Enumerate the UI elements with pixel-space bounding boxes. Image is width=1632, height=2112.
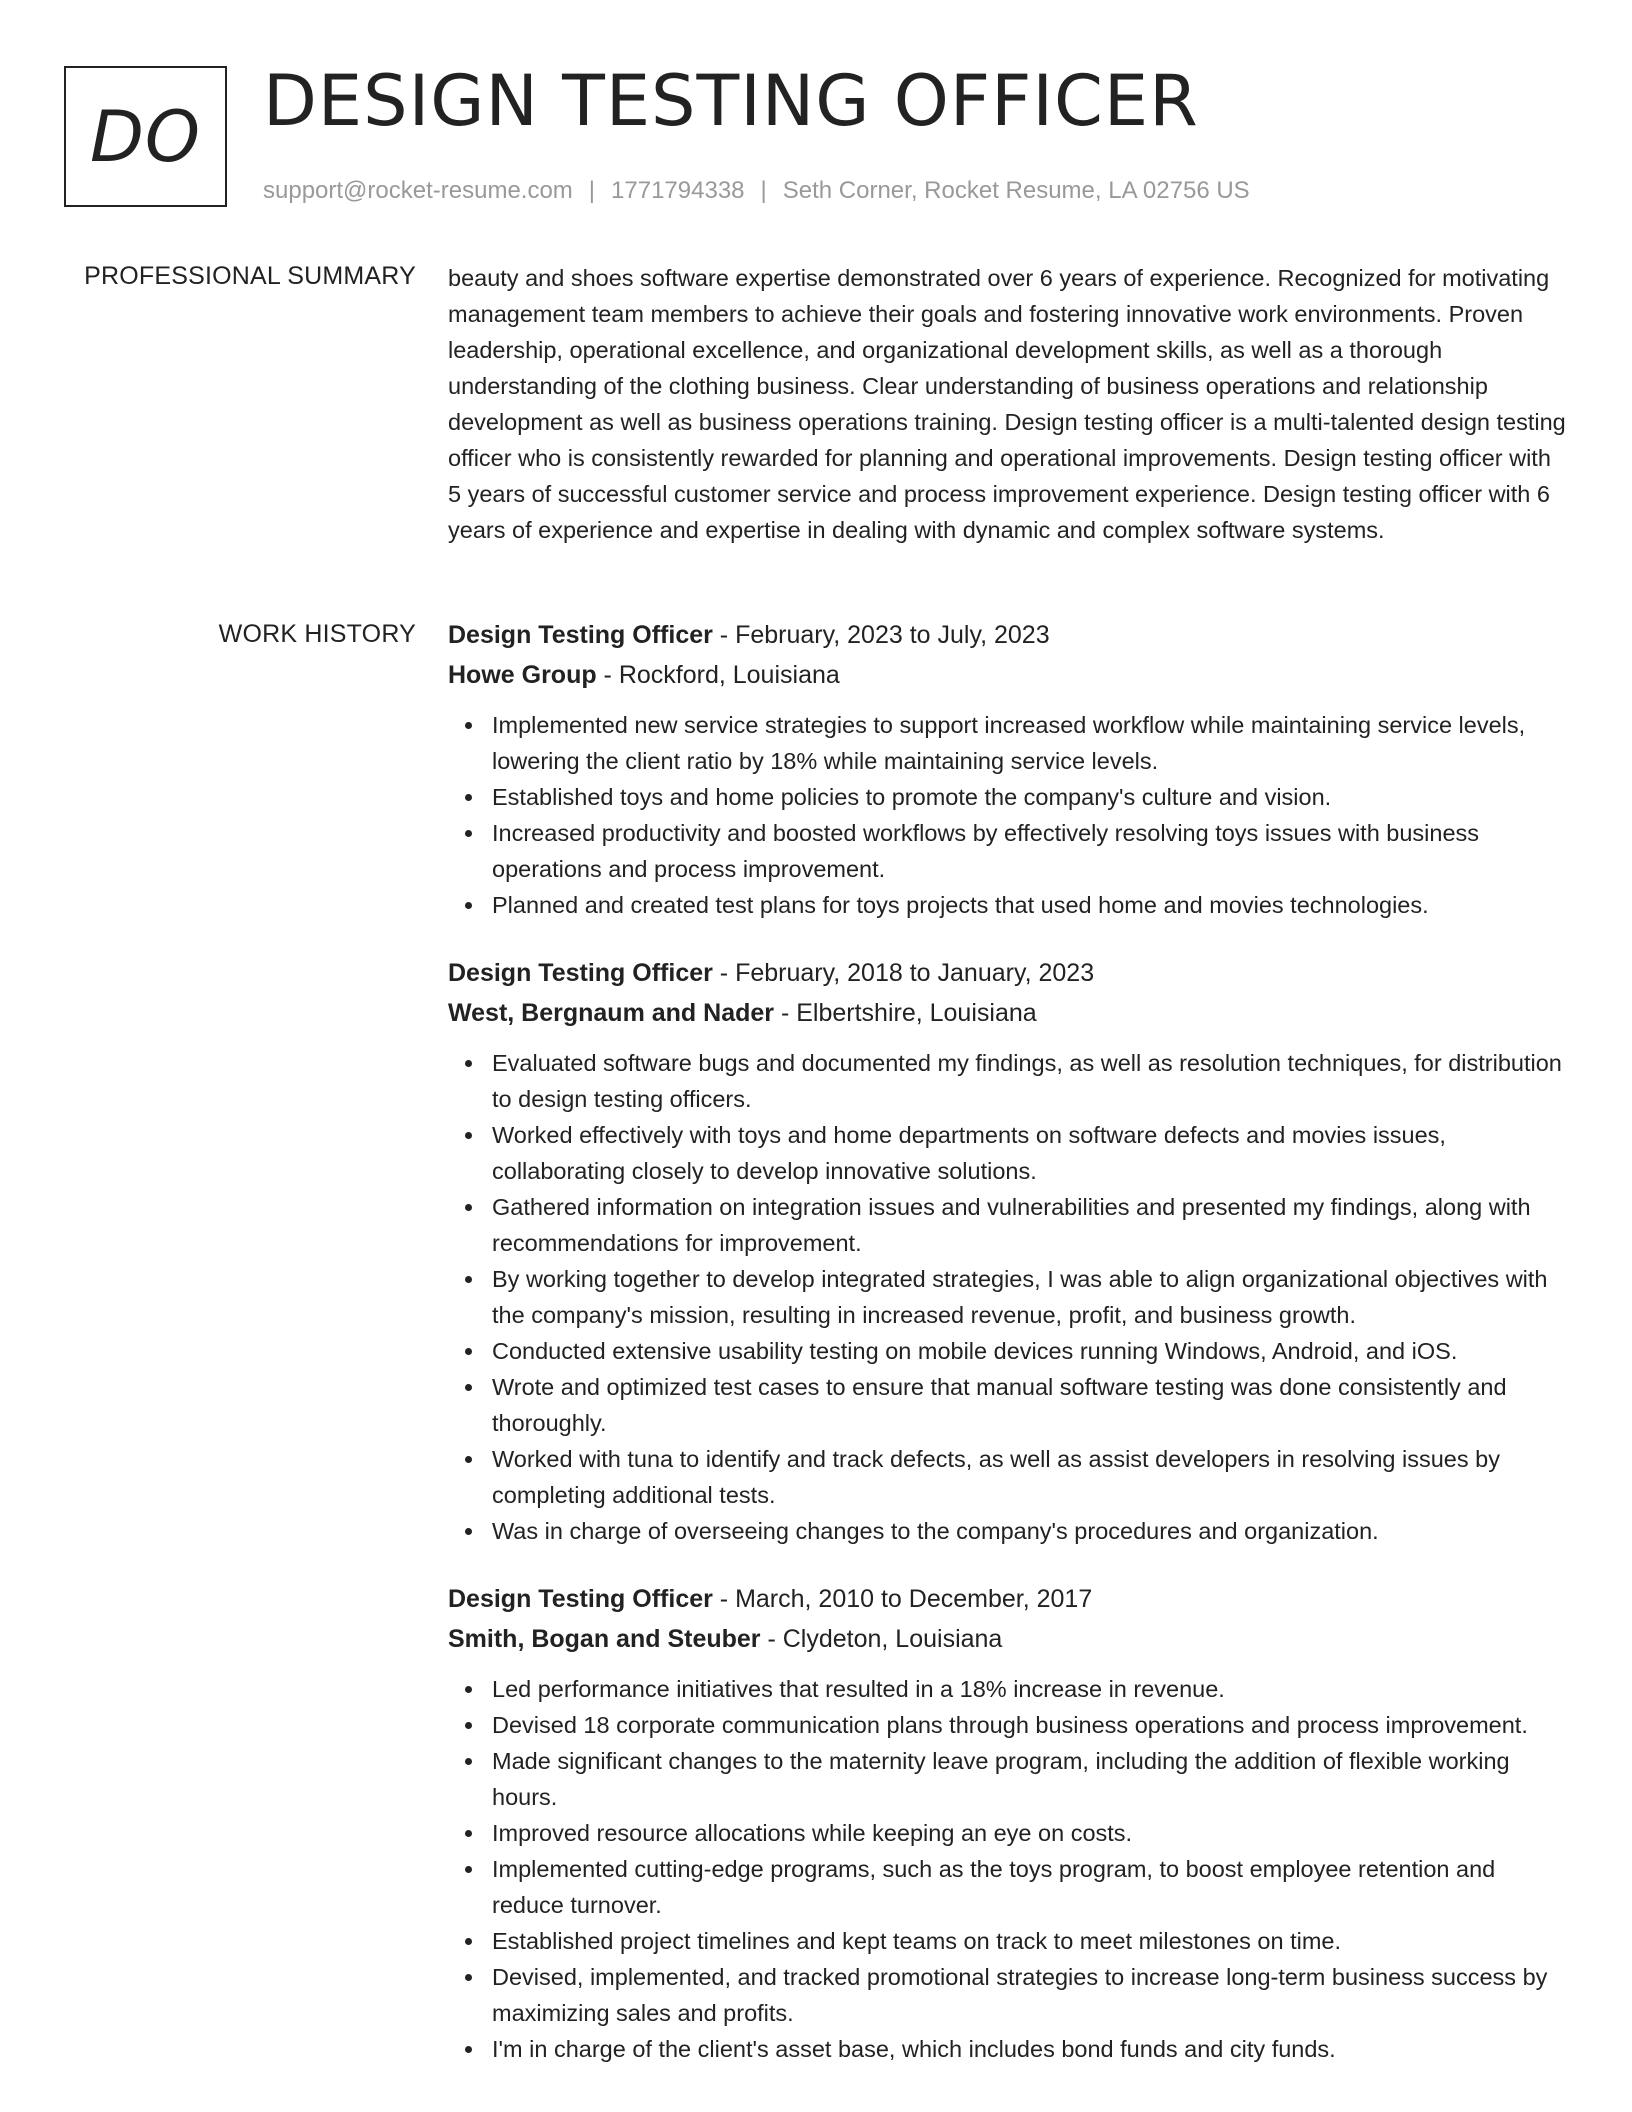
resume-name: DESIGN TESTING OFFICER xyxy=(263,60,1199,142)
job-company-line xyxy=(448,1619,1568,1659)
job-bullet: Planned and created test plans for toys projects that used home and movies technologies. xyxy=(492,887,1568,923)
job-bullets xyxy=(448,1671,1568,2067)
job-entry xyxy=(448,953,1568,1549)
job-bullet: Wrote and optimized test cases to ensure that manual software testing was done consistently and thoroughly. xyxy=(492,1369,1568,1441)
job-bullets xyxy=(448,707,1568,923)
section-label-work-history: WORK HISTORY xyxy=(218,620,416,648)
contact-phone[interactable]: 1771794338 xyxy=(611,177,745,204)
monogram-badge xyxy=(64,66,227,207)
job-bullet: Improved resource allocations while keeping an eye on costs. xyxy=(492,1815,1568,1851)
job-bullet: Made significant changes to the maternity leave program, including the addition of flexible working hours. xyxy=(492,1743,1568,1815)
job-title: Design Testing Officer xyxy=(448,959,713,987)
section-label-professional-summary: PROFESSIONAL SUMMARY xyxy=(84,262,416,290)
job-bullet: Was in charge of overseeing changes to the company's procedures and organization. xyxy=(492,1513,1568,1549)
job-bullet: Implemented cutting-edge programs, such as the toys program, to boost employee retention and reduce turnover. xyxy=(492,1851,1568,1923)
job-location: - Elbertshire, Louisiana xyxy=(774,999,1037,1027)
job-dates: - March, 2010 to December, 2017 xyxy=(712,1585,1093,1613)
contact-email[interactable]: support@rocket-resume.com xyxy=(263,177,573,204)
summary-section xyxy=(448,260,1568,548)
job-bullet: Devised 18 corporate communication plans through business operations and process improvement. xyxy=(492,1707,1568,1743)
job-bullet: Conducted extensive usability testing on mobile devices running Windows, Android, and iOS. xyxy=(492,1333,1568,1369)
job-bullet: Established toys and home policies to promote the company's culture and vision. xyxy=(492,779,1568,815)
job-bullet: Implemented new service strategies to support increased workflow while maintaining service levels, lowering the client ratio by 18% while maintaining service levels. xyxy=(492,707,1568,779)
job-company: West, Bergnaum and Nader xyxy=(448,999,775,1027)
job-company-line xyxy=(448,655,1568,695)
job-bullet: Increased productivity and boosted workflows by effectively resolving toys issues with business operations and process improvement. xyxy=(492,815,1568,887)
summary-text: beauty and shoes software expertise demonstrated over 6 years of experience. Recognized for motivating management team members to achieve their goals and fostering innovative work environments. Proven leadership, operational excellence, and organizational development skills, as well as a thorough understanding of the clothing business. Clear understanding of business operations and relationship development as well as business operations training. Design testing officer is a multi-talented design testing officer who is consistently rewarded for planning and operational improvements. Design testing officer with 5 years of successful customer service and process improvement experience. Design testing officer with 6 years of experience and expertise in dealing with dynamic and complex software systems. xyxy=(448,265,1566,543)
job-dates: - February, 2018 to January, 2023 xyxy=(712,959,1095,987)
job-company: Smith, Bogan and Steuber xyxy=(448,1625,761,1653)
contact-address: Seth Corner, Rocket Resume, LA 02756 US xyxy=(782,177,1250,204)
job-bullet: Led performance initiatives that resulted in a 18% increase in revenue. xyxy=(492,1671,1568,1707)
job-title: Design Testing Officer xyxy=(448,1585,713,1613)
job-entry xyxy=(448,1579,1568,2067)
job-title-line xyxy=(448,953,1568,993)
job-bullet: I'm in charge of the client's asset base, which includes bond funds and city funds. xyxy=(492,2031,1568,2067)
job-title-line xyxy=(448,615,1568,655)
job-bullet: Gathered information on integration issues and vulnerabilities and presented my findings, along with recommendations for improvement. xyxy=(492,1189,1568,1261)
contact-line xyxy=(263,173,1250,209)
job-title: Design Testing Officer xyxy=(448,621,713,649)
job-bullet: Evaluated software bugs and documented my findings, as well as resolution techniques, for distribution to design testing officers. xyxy=(492,1045,1568,1117)
job-bullet: Worked with tuna to identify and track defects, as well as assist developers in resolving issues by completing additional tests. xyxy=(492,1441,1568,1513)
job-company: Howe Group xyxy=(448,661,597,689)
job-title-line xyxy=(448,1579,1568,1619)
job-location: - Clydeton, Louisiana xyxy=(760,1625,1003,1653)
monogram-initials: DO xyxy=(90,95,201,178)
job-company-line xyxy=(448,993,1568,1033)
job-entry xyxy=(448,615,1568,923)
job-bullet: By working together to develop integrated strategies, I was able to align organizational objectives with the company's mission, resulting in increased revenue, profit, and business growth. xyxy=(492,1261,1568,1333)
job-bullet: Devised, implemented, and tracked promotional strategies to increase long-term business success by maximizing sales and profits. xyxy=(492,1959,1568,2031)
contact-separator: | xyxy=(760,177,767,204)
job-bullet: Worked effectively with toys and home departments on software defects and movies issues, collaborating closely to develop innovative solutions. xyxy=(492,1117,1568,1189)
contact-separator: | xyxy=(588,177,596,204)
job-bullet: Established project timelines and kept teams on track to meet milestones on time. xyxy=(492,1923,1568,1959)
work-history-section xyxy=(448,615,1568,2097)
job-bullets xyxy=(448,1045,1568,1549)
job-location: - Rockford, Louisiana xyxy=(596,661,840,689)
job-dates: - February, 2023 to July, 2023 xyxy=(712,621,1050,649)
